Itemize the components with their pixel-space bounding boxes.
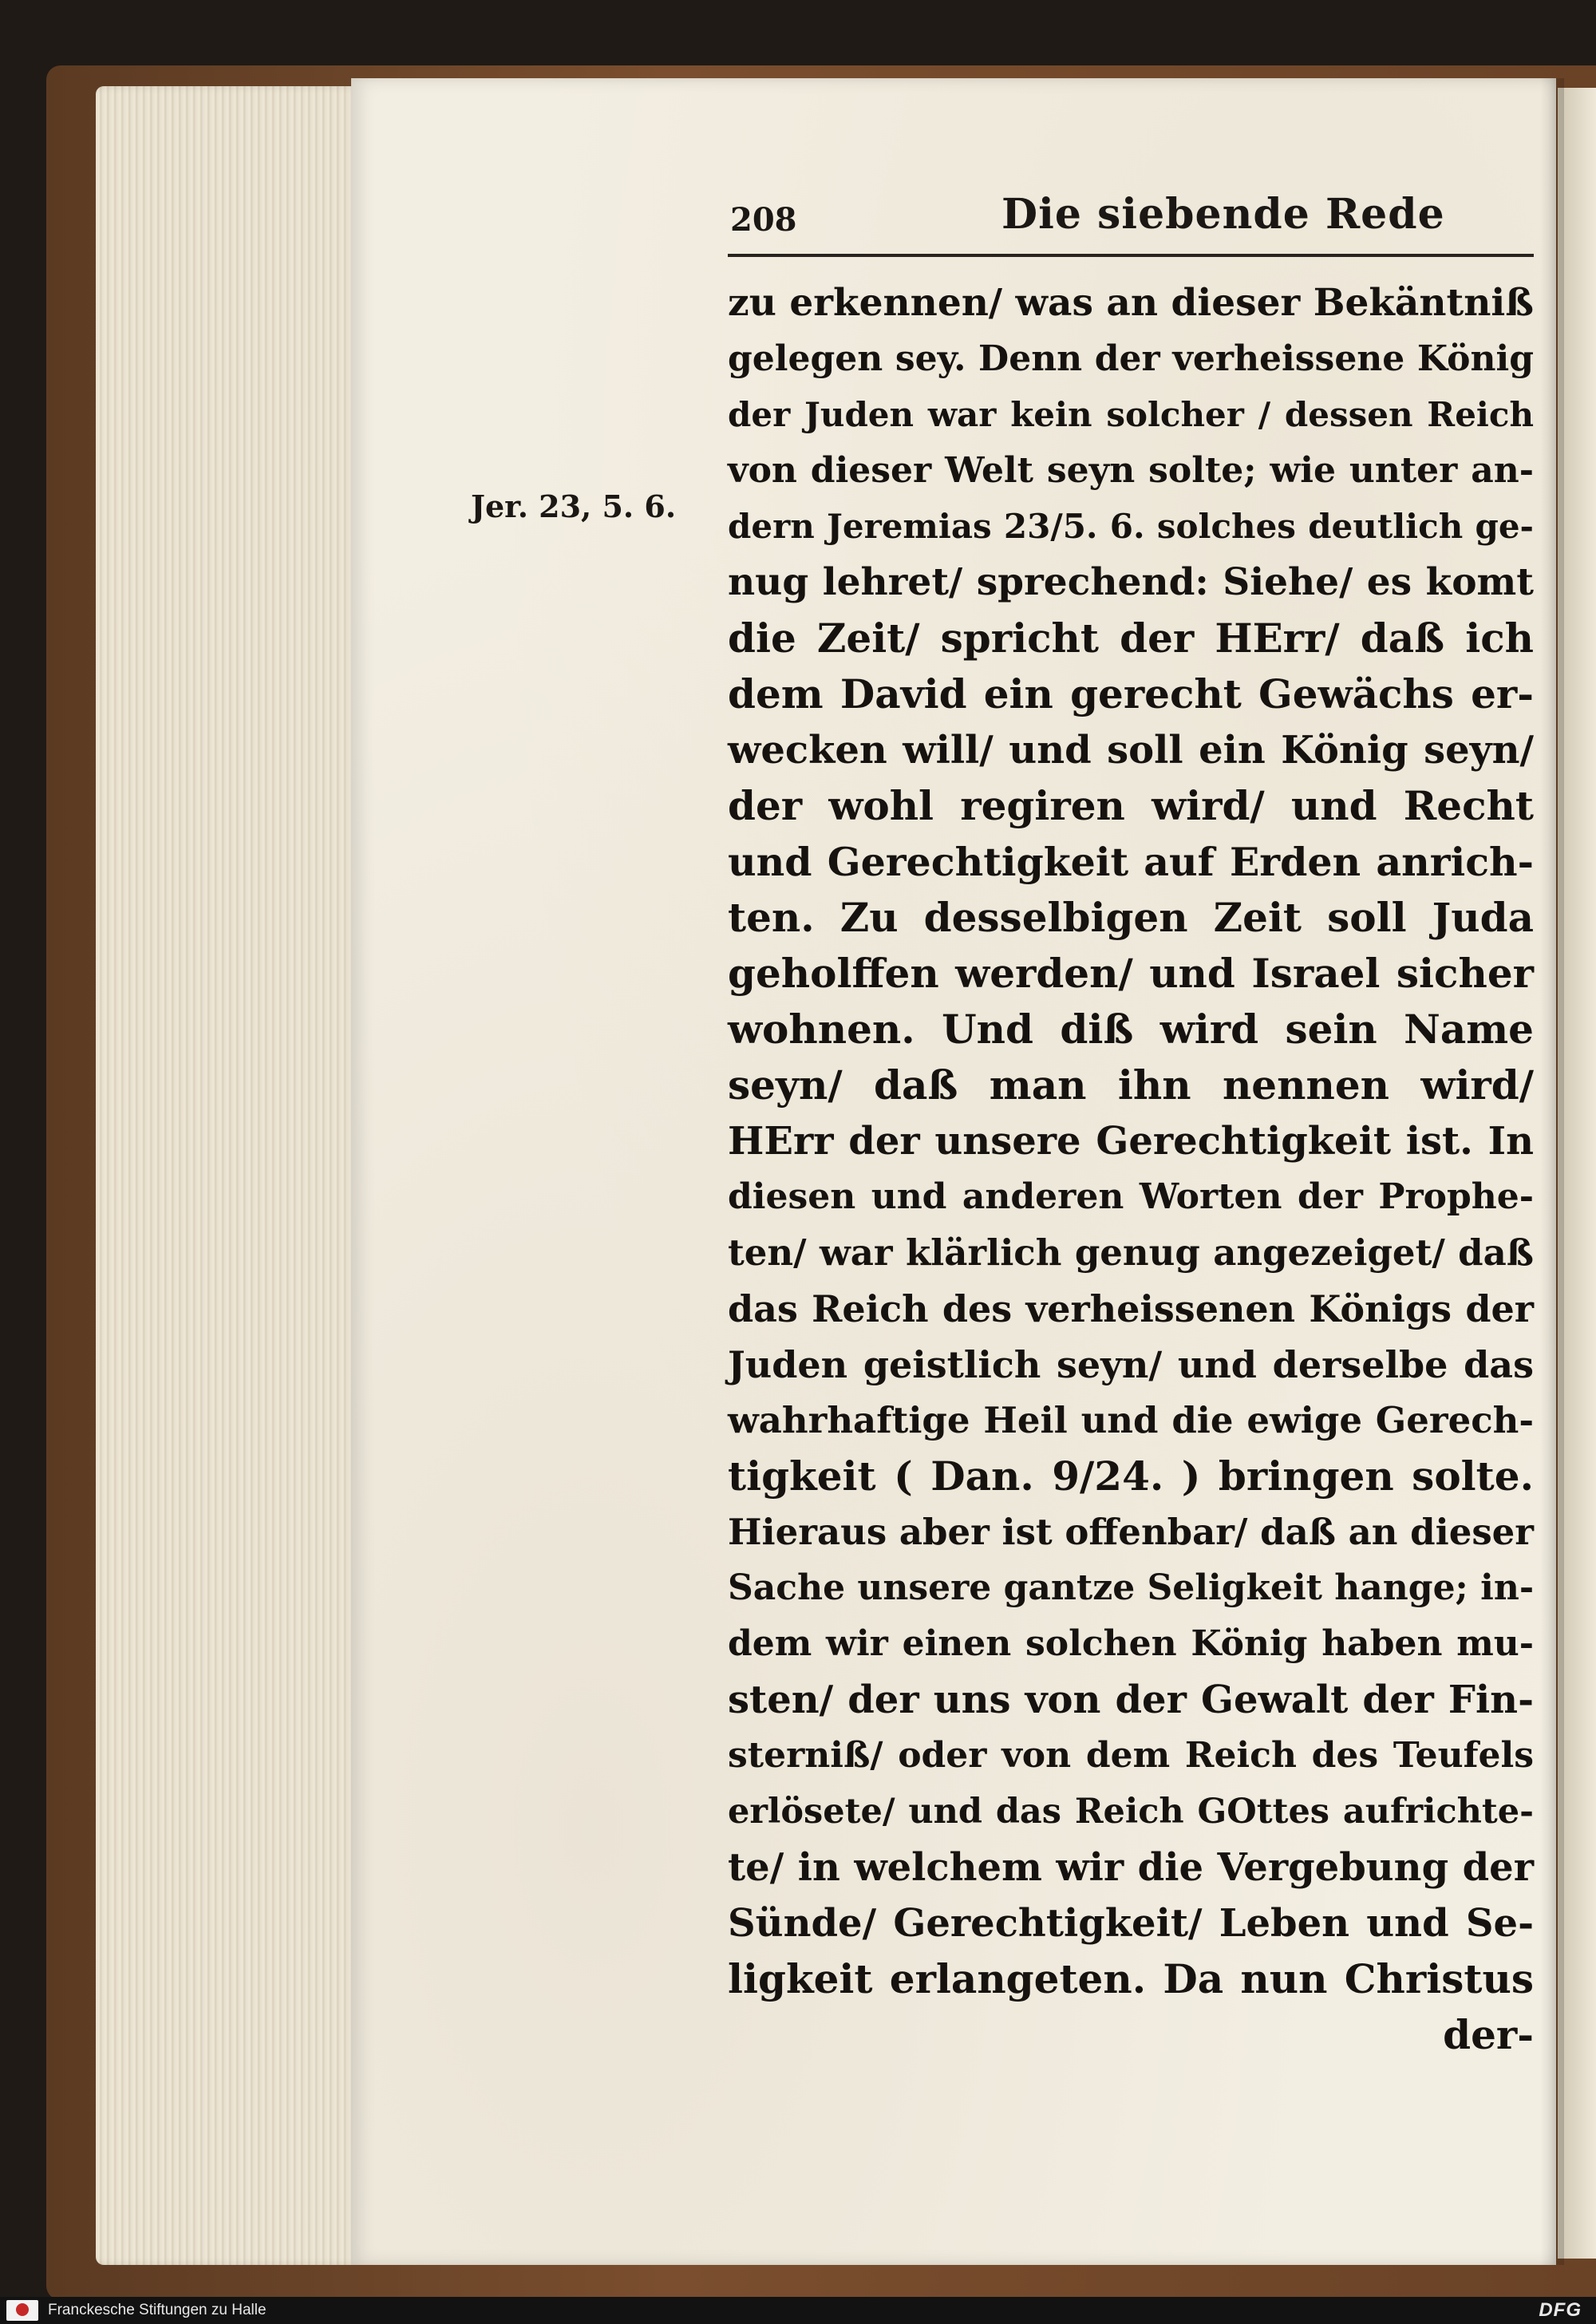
text-line: der Juden war kein solcher / dessen Reich [728,395,1534,434]
text-line: und Gerechtigkeit auf Erden anrich- [728,839,1534,885]
text-line: nug lehret/ sprechend: Siehe/ es komt [728,560,1534,604]
institution-logo-icon [6,2300,38,2321]
footer-source: Franckesche Stiftungen zu Halle [48,2302,267,2318]
gutter-shadow [1540,78,1564,2265]
text-line: Juden geistlich seyn/ und derselbe das [728,1343,1534,1386]
page-number: 208 [730,201,797,239]
margin-note: Jer. 23, 5. 6. [471,488,677,524]
page-edge-stack [96,86,359,2265]
text-line: Hieraus aber ist offenbar/ daß an dieser [728,1511,1534,1553]
text-line: gelegen sey. Denn der verheissene König [728,338,1534,379]
text-line: tigkeit ( Dan. 9/24. ) bringen solte. [728,1452,1534,1500]
text-line: wahrhaftige Heil und die ewige Gerech- [728,1399,1534,1441]
text-line: wohnen. Und diß wird sein Name [728,1006,1534,1053]
text-line: seyn/ daß man ihn nennen wird/ [728,1061,1534,1109]
text-line: der wohl regiren wird/ und Recht [728,782,1534,829]
text-line: erlösete/ und das Reich GOttes aufrichte- [728,1792,1534,1832]
text-line: wecken will/ und soll ein König seyn/ [728,728,1534,773]
body-text [728,275,1534,2063]
text-line: dem David ein gerecht Gewächs er- [728,670,1534,717]
text-line: zu erkennen/ was an dieser Bekäntniß [728,281,1534,325]
text-line: sten/ der uns von der Gewalt der Fin- [728,1678,1534,1722]
text-line: der- [1443,2011,1534,2058]
text-line: ten. Zu desselbigen Zeit soll Juda [728,894,1534,941]
text-line: von dieser Welt seyn solte; wie unter an- [728,450,1534,491]
text-line: sterniß/ oder von dem Reich des Teufels [728,1735,1534,1776]
running-head [730,190,1532,246]
text-line: die Zeit/ spricht der HErr/ daß ich [728,615,1534,662]
text-line: das Reich des verheissenen Königs der [728,1287,1534,1330]
viewer-footer [0,2297,1596,2324]
text-line: Sünde/ Gerechtigkeit/ Leben und Se- [728,1901,1534,1946]
header-rule [728,254,1534,257]
running-head-title: Die siebende Rede [1001,190,1445,239]
text-line: geholffen werden/ und Israel sicher [728,950,1534,997]
text-line: te/ in welchem wir die Vergebung der [728,1845,1534,1890]
text-line: Sache unsere gantze Seligkeit hange; in- [728,1567,1535,1608]
text-line: ligkeit erlangeten. Da nun Christus [728,1955,1534,2002]
text-line: HErr der unsere Gerechtigkeit ist. In [728,1119,1534,1164]
text-line: diesen und anderen Worten der Prophe- [728,1176,1534,1217]
text-line: ten/ war klärlich genug angezeiget/ daß [728,1231,1534,1274]
dfg-logo: DFG [1539,2299,1582,2321]
text-line: dem wir einen solchen König haben mu- [728,1623,1534,1664]
text-line: dern Jeremias 23/5. 6. solches deutlich ge- [728,507,1534,546]
